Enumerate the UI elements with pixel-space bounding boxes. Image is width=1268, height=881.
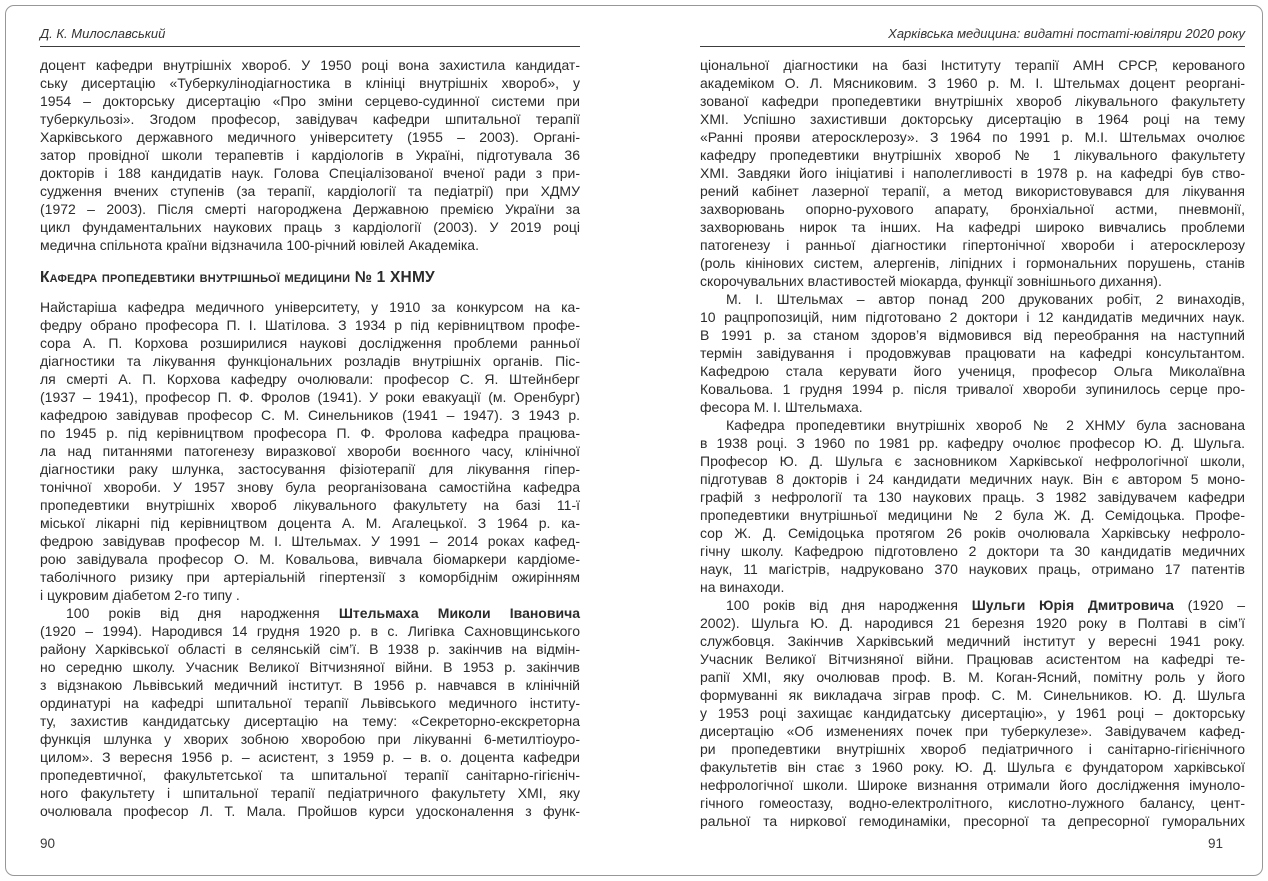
paragraph (700, 56, 1245, 290)
text-segment: фесора М. І. Штельмаха. (700, 399, 863, 415)
text-segment: ціональної діагностики на базі Інституту терапії АМН СРСР, керованого (700, 57, 1245, 73)
text-line (700, 560, 1245, 578)
text-segment: функція шлунка у хворих зобною хворобою при лікуванні 6-метилтіоуро- (40, 731, 580, 747)
text-line (40, 334, 580, 352)
text-segment: ХМІ. Завдяки його ініціативі і наполегливості в 1978 р. на кафедрі був ство- (700, 165, 1245, 181)
text-line (40, 110, 580, 128)
text-line (40, 550, 580, 568)
text-line (40, 802, 580, 820)
text-line (700, 128, 1245, 146)
text-segment: по 1945 р. під керівництвом професора П. Ф. Фролова кафедра працюва- (40, 425, 580, 441)
text-segment: пропедевтики внутрішньої медицини № 2 була Ж. Д. Семідоцька. Профе- (700, 507, 1245, 523)
text-segment: таболічного ризику при артеріальній гіпертензії з коморбіднім ожирінням (40, 569, 580, 585)
text-line (40, 784, 580, 802)
text-line (700, 704, 1245, 722)
text-segment: діагностики раку шлунка, застосування фізіотерапії для лікування гіпер- (40, 461, 580, 477)
text-line (700, 380, 1245, 398)
text-segment: захворювань опорно-рухового апарату, бронхіальної астми, пневмонії, (700, 201, 1245, 217)
text-line (700, 758, 1245, 776)
left-page (40, 0, 580, 881)
text-line (700, 686, 1245, 704)
text-segment: рений кабінет лазерної терапії, а метод використовувався для лікування (700, 183, 1245, 199)
text-segment: з відзнакою Львівський медичний інститут. В 1956 р. навчався в клінічній (40, 677, 580, 693)
text-line (700, 200, 1245, 218)
text-segment: сора А. П. Корхова розширилися наукові дослідження проблеми ранньої (40, 335, 580, 351)
text-line (700, 236, 1245, 254)
text-segment: підготував 8 докторів і 24 кандидати медичних наук. Він є автором 5 моно- (700, 471, 1245, 487)
text-segment: Кафедра пропедевтики внутрішніх хвороб № 2 ХНМУ була заснована (726, 417, 1245, 433)
text-line (40, 568, 580, 586)
text-segment: академіком О. Л. Мясниковим. З 1960 р. М. І. Штельмах доцент реоргані- (700, 75, 1245, 91)
text-line (40, 748, 580, 766)
text-segment: федрою завідував професор М. І. Штельмах. У 1991 – 2014 роках кафед- (40, 533, 580, 549)
text-line (700, 812, 1245, 830)
text-line (700, 344, 1245, 362)
text-segment: міської лікарні під керівництвом доцента А. М. Агалецької. З 1964 р. ка- (40, 515, 580, 531)
text-line (700, 596, 1245, 614)
text-segment: 1954 – докторську дисертацію «Про зміни серцево-судинної системи при (40, 93, 580, 109)
text-segment: гічного гомеостазу, водно-електролітного, кислотно-лужного балансу, цент- (700, 795, 1245, 811)
text-segment: пропедевтики внутрішніх хвороб лікувального факультету на базі 11-ї (40, 497, 580, 513)
text-segment: (1920 – 1994). Народився 14 грудня 1920 р. в с. Лигівка Сахновщинського (40, 623, 580, 639)
text-line (40, 676, 580, 694)
text-line (700, 776, 1245, 794)
text-line (700, 362, 1245, 380)
text-segment: 10 рацпропозицій, ним підготовано 2 доктори і 12 кандидатів медичних наук. (700, 309, 1245, 325)
text-segment: в 1938 році. З 1960 по 1981 рр. кафедру очолює професор Ю. Д. Шульга. (700, 435, 1245, 451)
text-line (40, 658, 580, 676)
text-line (700, 254, 1245, 272)
text-line (40, 164, 580, 182)
text-segment: ХМІ. Успішно захистивши докторську дисертацію в 1964 році на тему (700, 111, 1245, 127)
left-page-body (40, 56, 580, 820)
text-line (700, 218, 1245, 236)
text-segment: і цукровим діабетом 2-го типу . (40, 587, 240, 603)
paragraph (700, 416, 1245, 596)
text-line (700, 290, 1245, 308)
text-segment: тонічної хвороби. У 1957 знову була реорганізована самостійна кафедра (40, 479, 580, 495)
text-segment: очолювала професор Л. Т. Мала. Пройшов курси удосконалення з функ- (40, 803, 580, 819)
text-segment: ного факультету і шпитальної терапії педіатричного факультету ХМІ, яку (40, 785, 580, 801)
text-segment: туберкульозі». Згодом професор, завідувач кафедри шпитальної терапії (40, 111, 580, 127)
text-segment: ля смерті А. П. Корхова кафедру очолювали: професор С. Я. Штейнберг (40, 371, 580, 387)
text-line (40, 532, 580, 550)
text-segment: факультетів він стає з 1960 року. Ю. Д. Шульга є фундатором харківської (700, 759, 1245, 775)
text-segment: гічну школу. Кафедрою підготовлено 2 доктори та 30 кандидатів медичних (700, 543, 1245, 559)
text-segment: у 1953 році захищає кандидатську дисертацію», у 1961 році – докторську (700, 705, 1245, 721)
text-line (40, 424, 580, 442)
text-line (700, 452, 1245, 470)
text-line (700, 434, 1245, 452)
text-segment: В 1991 р. за станом здоров’я відмовився від переобрання на наступний (700, 327, 1245, 343)
text-segment: пропедевтичної, факультетської та шпитальної терапії санітарно-гігієніч- (40, 767, 580, 783)
text-segment: рою завідувала професор О. М. Ковальова, вивчала біомаркери кардіоме- (40, 551, 580, 567)
text-line (700, 542, 1245, 560)
text-segment: Харківського державного медичного університету (1955 – 2003). Органі- (40, 129, 580, 145)
text-line (700, 146, 1245, 164)
text-line (40, 406, 580, 424)
text-line (700, 614, 1245, 632)
text-line (700, 650, 1245, 668)
text-segment: кафедру пропедевтики внутрішніх хвороб № 1 лікувального факультету (700, 147, 1245, 163)
text-segment: (1920 – (1173, 597, 1245, 613)
text-line (40, 604, 580, 622)
text-line (40, 388, 580, 406)
paragraph (40, 604, 580, 820)
text-line (700, 272, 1245, 290)
text-line (40, 496, 580, 514)
text-segment: медична спільнота країни відзначила 100-річний ювілей Академіка. (40, 237, 479, 253)
text-line (40, 766, 580, 784)
text-line (700, 74, 1245, 92)
text-line (40, 146, 580, 164)
text-segment: федру обрано професора П. І. Шатілова. З 1934 р під керівництвом профе- (40, 317, 580, 333)
text-segment: захворювань нирок та інших. На кафедрі широко вивчались проблеми (700, 219, 1245, 235)
text-segment: рапії ХМІ, яку очолював проф. В. М. Коган-Ясний, помітну роль у його (700, 669, 1245, 685)
text-line (40, 514, 580, 532)
text-line (700, 164, 1245, 182)
text-line (40, 460, 580, 478)
text-line (700, 470, 1245, 488)
text-line (40, 622, 580, 640)
left-running-header (40, 26, 580, 47)
right-page (700, 0, 1245, 881)
paragraph (40, 298, 580, 604)
text-segment: патогенезу і ранньої діагностики гіпертонічної хвороби і атеросклерозу (700, 237, 1245, 253)
text-segment: доцент кафедри внутрішніх хвороб. У 1950 році вона захистила кандидат- (40, 57, 580, 73)
text-segment: докторів і 188 кандидатів наук. Голова Спеціалізованої вченої ради з при- (40, 165, 580, 181)
text-line (700, 326, 1245, 344)
text-line (700, 416, 1245, 434)
text-line (40, 236, 580, 254)
text-segment: дисертацію «Об изменениях почек при туберкулезе». Завідувачем кафед- (700, 723, 1245, 739)
text-segment: зованої кафедри пропедевтики внутрішніх хвороб лікувального факультету (700, 93, 1245, 109)
text-segment: Найстаріша кафедра медичного університету, у 1910 за конкурсом на ка- (40, 299, 580, 315)
text-line (40, 316, 580, 334)
right-page-body (700, 56, 1245, 830)
text-line (40, 128, 580, 146)
text-segment: Ковальова. 1 грудня 1994 р. після тривалої хвороби зупинилось серце про- (700, 381, 1245, 397)
person-name-bold: Шульги Юрія Дмитровича (971, 597, 1174, 613)
right-running-header (700, 26, 1245, 47)
text-line (40, 74, 580, 92)
text-segment: нефрологічної школи. Широке визнання отримали його дослідження імуноло- (700, 777, 1245, 793)
text-segment: но середню школу. Учасник Великої Вітчизняної війни. В 1953 р. закінчив (40, 659, 580, 675)
text-segment: Учасник Великої Вітчизняної війни. Працював асистентом на кафедрі те- (700, 651, 1245, 667)
text-line (700, 110, 1245, 128)
running-header-text: Д. К. Милославський (40, 26, 166, 41)
paragraph (700, 596, 1245, 830)
text-segment: (1937 – 1941), професор П. Ф. Фролов (1941). У роки евакуації (м. Оренбург) (40, 389, 580, 405)
text-line (700, 398, 1245, 416)
text-segment: ординатурі на кафедрі шпитальної терапії Львівського медичного інститу- (40, 695, 580, 711)
text-line (700, 632, 1245, 650)
text-segment: «Ранні прояви атеросклерозу». З 1964 по 1991 р. М.І. Штельмах очолює (700, 129, 1245, 145)
text-line (40, 92, 580, 110)
person-name-bold: Штельмаха Миколи Івановича (338, 605, 580, 621)
text-line (700, 722, 1245, 740)
text-line (40, 56, 580, 74)
text-line (40, 730, 580, 748)
text-line (700, 740, 1245, 758)
text-segment: термін завідування і продовжував працювати на кафедрі консультантом. (700, 345, 1245, 361)
text-line (700, 488, 1245, 506)
left-page-number: 90 (40, 836, 56, 851)
text-segment: ла над питаннями патогенезу виразкової хвороби воєнного часу, клінічної (40, 443, 580, 459)
text-line (40, 694, 580, 712)
text-segment: ську дисертацію «Туберкулінодіагностика в клініці внутрішніх хвороб», у (40, 75, 580, 91)
text-segment: кафедрою завідував професор С. М. Синельников (1941 – 1947). З 1943 р. (40, 407, 580, 423)
text-segment: району Харківської області в селянській сім’ї. В 1938 р. закінчив на відмін- (40, 641, 580, 657)
text-segment: цилом». З вересня 1956 р. – асистент, з 1959 р. – в. о. доцента кафедри (40, 749, 580, 765)
text-segment: (1972 – 2003). Після смерті нагороджена Державною премією України за (40, 201, 580, 217)
text-line (40, 478, 580, 496)
section-heading: Кафедра пропедевтики внутрішньої медицини № 1 ХНМУ (40, 269, 435, 286)
text-segment: графій з нефрології та 130 наукових праць. З 1982 завідувачем кафедри (700, 489, 1245, 505)
running-header-text: Харківська медицина: видатні постаті-ювіляри 2020 року (888, 26, 1245, 41)
text-line (700, 506, 1245, 524)
text-segment: ральної та ниркової гемодинаміки, пресорної та депресорної гуморальних (700, 813, 1245, 829)
text-line (700, 92, 1245, 110)
paragraph (40, 56, 580, 254)
paragraph (700, 290, 1245, 416)
text-line (700, 182, 1245, 200)
text-line (700, 524, 1245, 542)
text-segment: діагностики та лікування функціональних розладів внутрішніх органів. Піс- (40, 353, 580, 369)
text-line (700, 668, 1245, 686)
text-line (40, 586, 580, 604)
text-line (700, 308, 1245, 326)
text-line (40, 640, 580, 658)
text-line (700, 56, 1245, 74)
text-segment: формуванні як викладача зіграв проф. С. М. Синельников. Ю. Д. Шульга (700, 687, 1245, 703)
text-line (40, 218, 580, 236)
text-segment: судження вчених ступенів (за терапії, кардіології та педіатрії) при ХДМУ (40, 183, 580, 199)
text-segment: Кафедрою стала керувати його учениця, професор Ольга Миколаївна (700, 363, 1245, 379)
text-line (40, 442, 580, 460)
right-page-number: 91 (1207, 836, 1223, 851)
text-segment: цикл фундаментальних наукових праць з кардіології (2003). У 2019 році (40, 219, 580, 235)
text-segment: затор провідної школи терапевтів і кардіологів в Україні, підготувала 36 (40, 147, 580, 163)
text-segment: Професор Ю. Д. Шульга є засновником Харківської нефрологічної школи, (700, 453, 1245, 469)
text-line (40, 200, 580, 218)
text-line (700, 794, 1245, 812)
text-segment: М. І. Штельмах – автор понад 200 друкованих робіт, 2 винаходів, (726, 291, 1245, 307)
text-line (40, 298, 580, 316)
text-segment: 100 років від дня народження (66, 605, 339, 621)
text-line (40, 712, 580, 730)
text-line (700, 578, 1245, 596)
text-segment: (роль кінінових систем, алергенів, ліпідних і гормональних порушень, станів (700, 255, 1245, 271)
text-segment: ту, захистив кандидатську дисертацію на тему: «Секреторно-екскреторна (40, 713, 580, 729)
text-segment: на винаходи. (700, 579, 785, 595)
text-segment: скорочувальних властивостей міокарда, функції зовнішнього дихання). (700, 273, 1162, 289)
text-segment: сор Ж. Д. Семідоцька протягом 26 років очолювала Харківську нефроло- (700, 525, 1245, 541)
text-segment: наук, 11 магістрів, надруковано 370 наукових праць, отримано 17 патентів (700, 561, 1245, 577)
text-segment: ри пропедевтики внутрішніх хвороб педіатричного і санітарно-гігієнічного (700, 741, 1245, 757)
text-line (40, 182, 580, 200)
text-segment: 100 років від дня народження (726, 597, 972, 613)
text-line (40, 370, 580, 388)
text-segment: 2002). Шульга Ю. Д. народився 21 березня 1920 року в Полтаві в сім’ї (700, 615, 1245, 631)
text-segment: службовця. Закінчив Харківський медичний інститут у вересні 1941 року. (700, 633, 1245, 649)
text-line (40, 352, 580, 370)
